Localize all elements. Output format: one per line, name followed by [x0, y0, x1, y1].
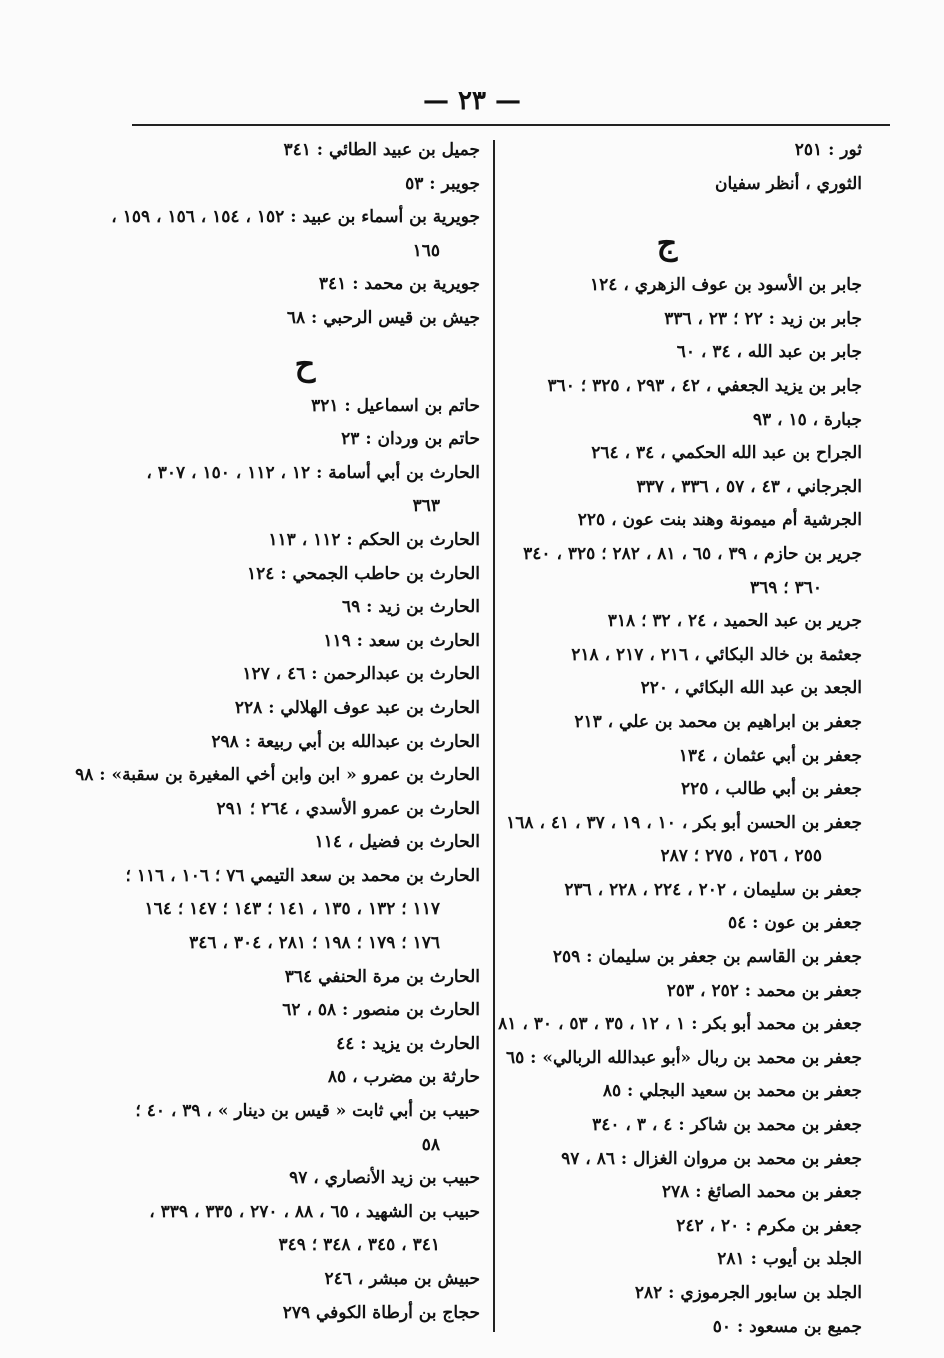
index-entry: الحارث بن مرة الحنفي ٣٦٤ — [284, 966, 480, 987]
index-entry: ١٧٦ ؛ ١٧٩ ؛ ١٩٨ ؛ ٢٨١ ، ٣٠٤ ، ٣٤٦ — [189, 933, 440, 954]
index-entry: الجلد بن أيوب : ٢٨١ — [717, 1249, 862, 1270]
index-entry: جعفر بن محمد : ٢٥٢ ، ٢٥٣ — [666, 980, 862, 1001]
index-entry: الجرشية أم ميمونة وهند بنت عون ، ٢٢٥ — [577, 510, 862, 531]
index-entry: جويبر : ٥٣ — [405, 173, 480, 194]
entries-ha — [75, 390, 480, 1331]
index-entry: حارثة بن مضرب ، ٨٥ — [327, 1067, 480, 1088]
index-entry: جعفر بن القاسم بن جعفر بن سليمان : ٢٥٩ — [552, 947, 862, 968]
index-entry: حبيش بن مبشر ، ٢٤٦ — [324, 1269, 480, 1289]
index-entry: الحارث بن عبدالرحمن : ٤٦ ، ١٢٧ — [242, 664, 480, 685]
index-entry: الحارث بن منصور : ٥٨ ، ٦٢ — [282, 1000, 480, 1021]
index-entry: ثور : ٢٥١ — [794, 140, 862, 160]
index-entry: حجاج بن أرطاة الكوفي ٢٧٩ — [282, 1302, 480, 1323]
index-entry: جميل بن عبيد الطائي : ٣٤١ — [283, 140, 480, 160]
index-entry: الحارث بن أبي أسامة : ١٢ ، ١١٢ ، ١٥٠ ، ٣٠٧ ، — [146, 462, 480, 483]
header-rule — [132, 124, 890, 126]
index-entry: جعفر بن أبي عثمان ، ١٣٤ — [678, 745, 862, 766]
index-entry: ١١٧ ؛ ١٣٢ ، ١٣٥ ، ١٤١ ؛ ١٤٣ ؛ ١٤٧ ؛ ١٦٤ — [144, 899, 440, 920]
index-entry: جيش بن قيس الرحبي : ٦٨ — [286, 307, 480, 328]
letter-heading-ha: ح — [294, 344, 316, 383]
index-entry: الحارث بن حاطب الجمحي : ١٢٤ — [247, 563, 480, 584]
index-entry: جبارة ، ١٥ ، ٩٣ — [752, 409, 862, 430]
index-entry: جميع بن مسعود : ٥٠ — [712, 1316, 862, 1337]
index-entry: الثوري ، أنظر سفيان — [715, 173, 862, 194]
index-entry: الحارث بن فضيل ، ١١٤ — [314, 832, 480, 853]
index-entry: حاتم بن اسماعيل : ٣٢١ — [311, 395, 480, 416]
index-entry: الحارث بن عمرو « ابن وابن أخي المغيرة بن سقبة» : ٩٨ — [75, 765, 480, 786]
index-entry: الحارث بن عبدالله بن أبي ربيعة : ٢٩٨ — [211, 731, 480, 752]
entries-end-jim — [111, 134, 480, 336]
index-entry: جعثمة بن خالد البكائي ، ٢١٦ ، ٢١٧ ، ٢١٨ — [571, 644, 862, 665]
index-entry: جعفر بن مكرم : ٢٠ ، ٢٤٢ — [676, 1215, 862, 1236]
index-entry: جعفر بن ابراهيم بن محمد بن علي ، ٢١٣ — [574, 711, 862, 732]
index-entry: الحارث بن سعد : ١١٩ — [323, 630, 480, 651]
index-entry: حبيب بن أبي ثابت « قيس بن دينار » ، ٣٩ ، ٤٠ ؛ — [135, 1101, 480, 1122]
index-entry: جابر بن يزيد الجعفي ، ٤٢ ، ٢٩٣ ، ٣٢٥ ؛ ٣٦٠ — [547, 375, 862, 396]
index-entry: الجرجاني ، ٤٣ ، ٥٧ ، ٣٣٦ ، ٣٣٧ — [636, 476, 862, 497]
index-entry: الجلد بن سابور الجرموزي : ٢٨٢ — [634, 1283, 862, 1303]
index-entry: ٣٤١ ، ٣٤٥ ، ٣٤٨ ؛ ٣٤٩ — [278, 1235, 440, 1256]
index-entry: الجراح بن عبد الله الحكمي ، ٣٤ ، ٢٦٤ — [591, 443, 862, 464]
index-entry: الحارث بن عبد عوف الهلالي : ٢٢٨ — [234, 697, 480, 718]
index-entry: جعفر بن الحسن أبو بكر ، ١٠ ، ١٩ ، ٣٧ ، ٤١ ، ١٦٨ — [506, 812, 862, 833]
index-entry: جعفر بن سليمان ، ٢٠٢ ، ٢٢٤ ، ٢٢٨ ، ٢٣٦ — [564, 879, 862, 900]
index-column-right — [472, 134, 862, 1344]
index-entry: ٣٦٠ ؛ ٣٦٩ — [749, 577, 822, 598]
index-entry: جرير بن عبد الحميد ، ٢٤ ، ٣٢ ؛ ٣١٨ — [607, 611, 862, 632]
index-entry: جرير بن حازم ، ٣٩ ، ٦٥ ، ٨١ ، ٢٨٢ ؛ ٣٢٥ ، ٣٤٠ — [523, 543, 862, 564]
index-entry: ٢٥٥ ، ٢٥٦ ، ٢٧٥ ؛ ٢٨٧ — [660, 846, 822, 867]
index-entry: جعفر بن محمد بن مروان الغزال : ٨٦ ، ٩٧ — [561, 1148, 862, 1169]
index-entry: جويرية بن أسماء بن عبيد : ١٥٢ ، ١٥٤ ، ١٥٦ ، ١٥٩ ، — [111, 207, 480, 228]
index-entry: جعفر بن أبي طالب ، ٢٢٥ — [680, 779, 862, 800]
index-entry: الحارث بن يزيد : ٤٤ — [336, 1033, 480, 1054]
index-entry: جعفر بن محمد بن شاكر : ٤ ، ٣ ، ٣٤٠ — [592, 1115, 862, 1136]
index-entry: الحارث بن الحكم : ١١٢ ، ١١٣ — [268, 529, 480, 550]
index-entry: جعفر بن محمد بن سعيد البجلي : ٨٥ — [602, 1081, 862, 1102]
index-entry: جعفر بن محمد أبو بكر : ١ ، ١٢ ، ٣٥ ، ٥٣ ، ٣٠ ، ٨١ — [498, 1014, 862, 1035]
index-entry: جابر بن عبد الله ، ٣٤ ، ٦٠ — [676, 342, 862, 363]
index-entry: الجعد بن عبد الله البكائي ، ٢٢٠ — [640, 678, 862, 699]
index-entry: جابر بن زيد : ٢٢ ؛ ٢٣ ، ٣٣٦ — [664, 308, 862, 329]
index-entry: ١٦٥ — [412, 240, 440, 261]
index-entry: جعفر بن محمد بن ربال «أبو عبدالله الربالي» : ٦٥ — [505, 1047, 862, 1068]
index-entry: جابر بن الأسود بن عوف الزهري ، ١٢٤ — [590, 275, 862, 296]
index-entry: حبيب بن الشهيد ، ٦٥ ، ٨٨ ، ٢٧٠ ، ٣٣٥ ، ٣٣٩ ، — [149, 1201, 480, 1222]
index-column-left — [75, 134, 480, 1330]
index-entry: ٥٨ — [421, 1134, 440, 1155]
entries-before-jim — [472, 134, 862, 201]
index-entry: جعفر بن محمد الصائغ : ٢٧٨ — [661, 1182, 862, 1203]
letter-heading-jim: ج — [656, 224, 678, 263]
index-entry: الحارث بن محمد بن سعد التيمي ٧٦ ؛ ١٠٦ ، ١١٦ ؛ — [125, 865, 480, 886]
index-entry: حاتم بن وردان : ٢٣ — [341, 429, 480, 450]
index-entry: الحارث بن زيد : ٦٩ — [341, 597, 480, 618]
entries-jim — [472, 269, 862, 1344]
page-number: — ٢٣ — — [422, 86, 522, 116]
index-entry: جويرية بن محمد : ٣٤١ — [318, 274, 480, 295]
index-entry: ٣٦٣ — [412, 496, 440, 517]
index-entry: الحارث بن عمرو الأسدي ، ٢٦٤ ؛ ٢٩١ — [216, 798, 480, 819]
index-entry: حبيب بن زيد الأنصاري ، ٩٧ — [289, 1168, 480, 1189]
index-entry: جعفر بن عون : ٥٤ — [728, 913, 862, 934]
